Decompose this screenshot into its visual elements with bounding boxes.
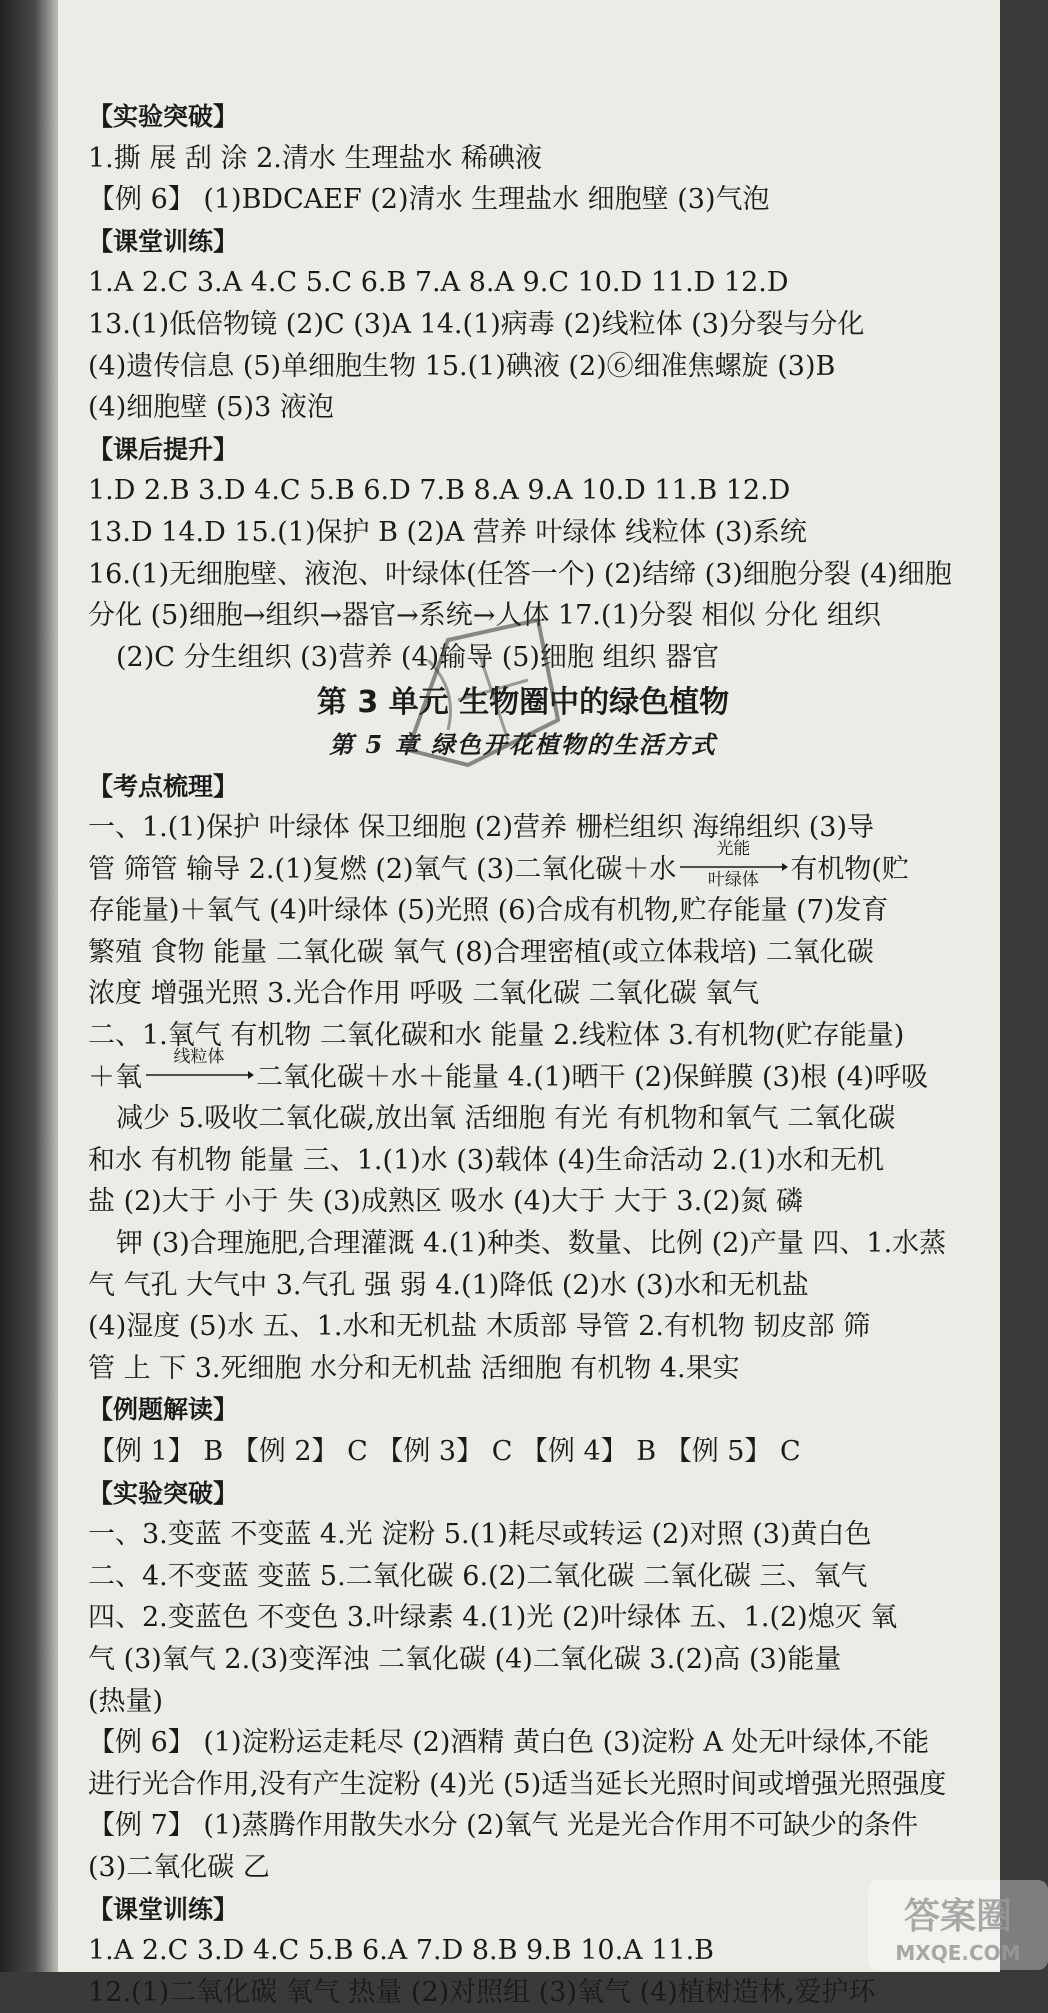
page-gutter-shadow (0, 0, 58, 1972)
arrow-bottom-label: 叶绿体 (707, 870, 759, 891)
answer-line: 1.D 2.B 3.D 4.C 5.B 6.D 7.B 8.A 9.A 10.D 11.B 12.D (88, 475, 791, 507)
reaction-arrow (678, 839, 788, 891)
watermark-logo (868, 1880, 1048, 1970)
answer-line: 和水 有机物 能量 三、1.(1)水 (3)载体 (4)生命活动 2.(1)水和无机 (88, 1144, 884, 1176)
answer-line: 1.撕 展 刮 涂 2.清水 生理盐水 稀碘液 (88, 142, 543, 174)
answer-line: (2)C 分生组织 (3)营养 (4)输导 (5)细胞 组织 器官 (116, 641, 720, 673)
answer-line: 【例 7】 (1)蒸腾作用散失水分 (2)氧气 光是光合作用不可缺少的条件 (88, 1810, 918, 1842)
document-page (58, 0, 1021, 2008)
equation-left: 管 筛管 输导 2.(1)复燃 (2)氧气 (3)二氧化碳＋水 (88, 853, 677, 885)
reaction-arrow (144, 1047, 254, 1095)
answer-line: 繁殖 食物 能量 二氧化碳 氧气 (8)合理密植(或立体栽培) 二氧化碳 (88, 936, 874, 968)
answer-line: (4)湿度 (5)水 五、1.水和无机盐 木质部 导管 2.有机物 韧皮部 筛 (88, 1311, 871, 1343)
answer-line: 一、1.(1)保护 叶绿体 保卫细胞 (2)营养 栅栏组织 海绵组织 (3)导 (88, 812, 874, 844)
answer-line: 【例 1】 B 【例 2】 C 【例 3】 C 【例 4】 B 【例 5】 C (88, 1436, 801, 1467)
watermark-url: MXQE.COM (895, 1941, 1021, 1965)
arrow-top-label: 光能 (716, 839, 751, 860)
equation-left: ＋氧 (88, 1061, 142, 1093)
chapter-title: 第 5 章 绿色开花植物的生活方式 (329, 729, 717, 759)
answer-line: 【例 6】 (1)BDCAEF (2)清水 生理盐水 细胞壁 (3)气泡 (88, 184, 770, 216)
answer-line: 16.(1)无细胞壁、液泡、叶绿体(任答一个) (2)结缔 (3)细胞分裂 (4)细胞 (88, 558, 952, 590)
section-heading: 【课后提升】 (88, 434, 239, 464)
answer-line: 二、4.不变蓝 变蓝 5.二氧化碳 6.(2)二氧化碳 二氧化碳 三、氧气 (88, 1560, 868, 1592)
answer-line: (热量) (88, 1685, 164, 1717)
answer-line: 浓度 增强光照 3.光合作用 呼吸 二氧化碳 二氧化碳 氧气 (88, 978, 760, 1010)
answer-line: 四、2.变蓝色 不变色 3.叶绿素 4.(1)光 (2)叶绿体 五、1.(2)熄灭 氧 (88, 1602, 898, 1634)
ink-stamp-mark (388, 600, 568, 770)
answer-line: 管 上 下 3.死细胞 水分和无机盐 活细胞 有机物 4.果实 (88, 1352, 740, 1384)
section-heading: 【例题解读】 (88, 1395, 239, 1425)
answer-line: 气 (3)氧气 2.(3)变浑浊 二氧化碳 (4)二氧化碳 3.(2)高 (3)能量 (88, 1643, 842, 1675)
answer-line: 12.(1)二氧化碳 氧气 热量 (2)对照组 (3)氧气 (4)植树造林,爱护环 (88, 1976, 876, 2008)
unit-title: 第 3 单元 生物圈中的绿色植物 (316, 685, 730, 721)
answer-line: 【例 6】 (1)淀粉运走耗尽 (2)酒精 黄白色 (3)淀粉 A 处无叶绿体,不能 (88, 1727, 930, 1759)
arrow-top-label: 线粒体 (173, 1047, 225, 1068)
answer-line-with-equation (88, 1047, 958, 1099)
arrow-icon (144, 1070, 254, 1080)
answer-line: (4)细胞壁 (5)3 液泡 (88, 392, 334, 424)
answer-line: 存能量)＋氧气 (4)叶绿体 (5)光照 (6)合成有机物,贮存能量 (7)发育 (88, 895, 889, 927)
section-heading: 【课堂训练】 (88, 226, 239, 256)
section-heading: 【实验突破】 (88, 1478, 239, 1508)
answer-line: 气 气孔 大气中 3.气孔 强 弱 4.(1)降低 (2)水 (3)水和无机盐 (88, 1269, 809, 1301)
answer-line: 1.A 2.C 3.D 4.C 5.B 6.A 7.D 8.B 9.B 10.A 11.B (88, 1935, 715, 1967)
answer-content (88, 96, 958, 2013)
answer-line: 1.A 2.C 3.A 4.C 5.C 6.B 7.A 8.A 9.C 10.D 11.D 12.D (88, 267, 789, 299)
answer-line: 13.D 14.D 15.(1)保护 B (2)A 营养 叶绿体 线粒体 (3)系统 (88, 516, 807, 548)
answer-line-with-equation (88, 839, 958, 891)
answer-line: 二、1.氧气 有机物 二氧化碳和水 能量 2.线粒体 3.有机物(贮存能量) (88, 1020, 905, 1052)
answer-line: 减少 5.吸收二氧化碳,放出氧 活细胞 有光 有机物和氧气 二氧化碳 (116, 1103, 896, 1135)
section-heading: 【课堂训练】 (88, 1894, 239, 1924)
answer-line: (3)二氧化碳 乙 (88, 1851, 270, 1883)
equation-right: 有机物(贮 (790, 853, 909, 885)
answer-line: 一、3.变蓝 不变蓝 4.光 淀粉 5.(1)耗尽或转运 (2)对照 (3)黄白色 (88, 1519, 872, 1551)
section-heading: 【实验突破】 (88, 102, 239, 131)
section-heading: 【考点梳理】 (88, 771, 239, 801)
watermark-title: 答案圈 (903, 1896, 1013, 1937)
answer-line: 进行光合作用,没有产生淀粉 (4)光 (5)适当延长光照时间或增强光照强度 (88, 1768, 947, 1800)
answer-line: 分化 (5)细胞→组织→器官→系统→人体 17.(1)分裂 相似 分化 组织 (88, 600, 881, 632)
answer-line: 盐 (2)大于 小于 失 (3)成熟区 吸水 (4)大于 大于 3.(2)氮 磷 (88, 1186, 803, 1218)
equation-right: 二氧化碳＋水＋能量 4.(1)晒干 (2)保鲜膜 (3)根 (4)呼吸 (256, 1061, 929, 1093)
answer-line: 13.(1)低倍物镜 (2)C (3)A 14.(1)病毒 (2)线粒体 (3)分裂与分化 (88, 308, 865, 340)
answer-line: (4)遗传信息 (5)单细胞生物 15.(1)碘液 (2)⑥细准焦螺旋 (3)B (88, 350, 836, 382)
answer-line: 钾 (3)合理施肥,合理灌溉 4.(1)种类、数量、比例 (2)产量 四、1.水蒸 (116, 1228, 947, 1260)
